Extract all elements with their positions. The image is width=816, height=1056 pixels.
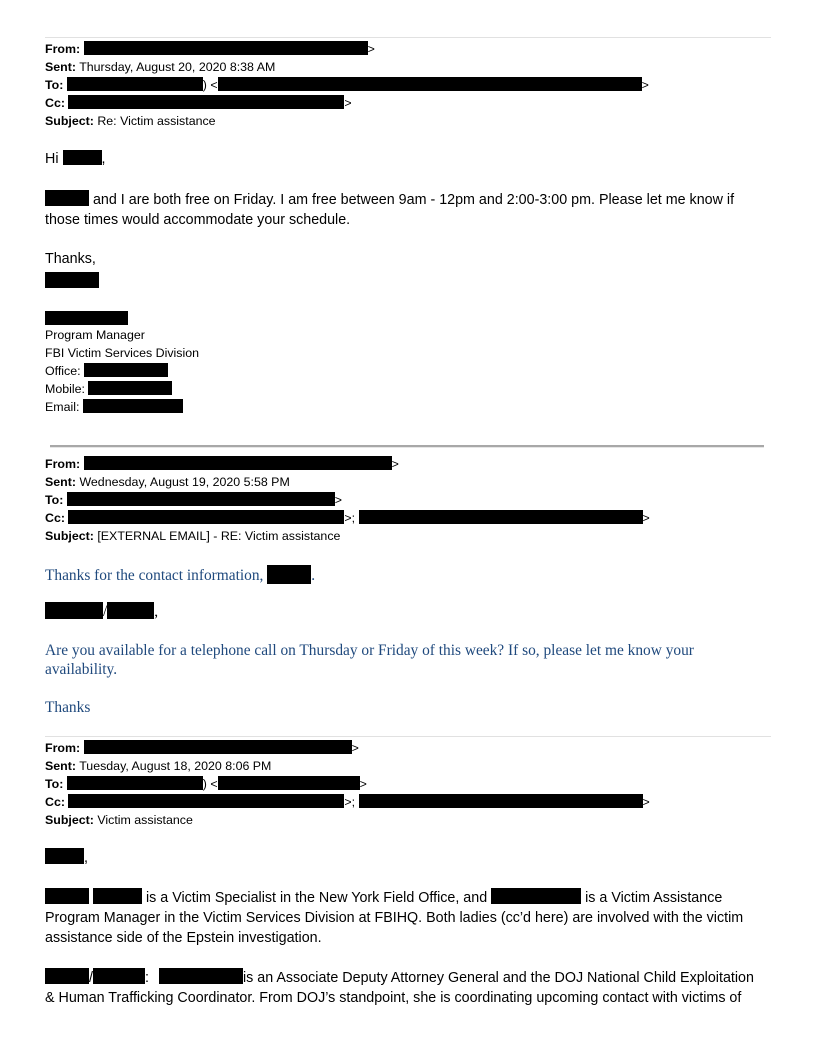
redacted-block: [84, 456, 392, 470]
redacted-block: [45, 602, 103, 619]
header-divider: [45, 37, 771, 38]
redacted-block: [107, 602, 154, 619]
email2-to-line: To: >: [45, 493, 343, 507]
redacted-block: [83, 399, 183, 413]
sent-label: Sent:: [45, 759, 76, 773]
redacted-block: [359, 510, 643, 524]
email1-body-line1: [45, 190, 734, 210]
email3-para2-line2: & Human Trafficking Coordinator. From DOJ’s standpoint, she is coordinating upcoming contact with victims of: [45, 990, 742, 1006]
email3-para2-line1: [45, 968, 754, 988]
email1-body-line2: [45, 210, 350, 230]
email3-to-line: To: ) < >: [45, 777, 367, 791]
redacted-block: [93, 888, 142, 904]
cc-label: Cc:: [45, 511, 65, 525]
redacted-block: [68, 794, 344, 808]
to-label: To:: [45, 78, 64, 92]
redacted-block: [45, 190, 89, 206]
redacted-block: [67, 492, 335, 506]
redacted-block: [359, 794, 643, 808]
redacted-block: [45, 968, 89, 984]
email2-sent-line: [45, 473, 290, 491]
subject-label: Subject:: [45, 813, 94, 827]
body-text: and I are both free on Friday. I am free between 9am - 12pm and 2:00-3:00 pm. Please let me know if: [92, 192, 735, 208]
email2-closing: Thanks: [45, 699, 91, 716]
redacted-block: [84, 740, 352, 754]
email3-greeting: [45, 848, 88, 868]
body-text: is a Victim Assistance: [585, 890, 723, 906]
sent-label: Sent:: [45, 475, 76, 489]
subject-value: Re: Victim assistance: [97, 114, 216, 128]
separator: /: [89, 970, 93, 986]
email2-body-line2: Are you available for a telephone call on Thursday or Friday of this week? If so, please let me know your: [45, 642, 694, 659]
redacted-block: [267, 565, 311, 584]
email2-from-line: From: >: [45, 457, 399, 471]
signature-division: FBI Victim Services Division: [45, 346, 199, 360]
redacted-block: [93, 968, 145, 984]
cc-label: Cc:: [45, 96, 65, 110]
email3-para1-line3: assistance side of the Epstein investigation.: [45, 930, 322, 946]
email2-subject-line: [45, 527, 340, 545]
to-label: To:: [45, 493, 64, 507]
closing-text: Thanks,: [45, 251, 96, 267]
sent-label: Sent:: [45, 60, 76, 74]
body-text: is an Associate Deputy Attorney General and the DOJ National Child Exploitation: [242, 970, 754, 986]
message-separator: [50, 445, 764, 448]
redacted-block: [491, 888, 581, 904]
email1-cc-line: Cc: >: [45, 96, 352, 110]
email1-from-line: From: >: [45, 42, 375, 56]
sent-value: Tuesday, August 18, 2020 8:06 PM: [79, 759, 272, 773]
email3-para1-line1: [45, 888, 722, 908]
email3-sent-line: [45, 757, 271, 775]
redacted-block: [159, 968, 243, 984]
signature-email: [45, 398, 183, 416]
redacted-signature-name: [45, 272, 99, 288]
redacted-block: [63, 150, 102, 165]
greeting-punctuation: ,: [101, 151, 106, 167]
subject-label: Subject:: [45, 529, 94, 543]
to-label: To:: [45, 777, 64, 791]
office-label: Office:: [45, 364, 81, 378]
email3-subject-line: [45, 811, 193, 829]
body-text: those times would accommodate your schedule.: [45, 212, 351, 228]
signature-office: [45, 362, 168, 380]
email2-body-line1: Thanks for the contact information, .: [45, 567, 316, 584]
redacted-block: [218, 776, 360, 790]
greeting-text: Hi: [45, 151, 59, 167]
redacted-block: [68, 95, 344, 109]
redacted-block: [67, 77, 203, 91]
redacted-block: [68, 510, 344, 524]
redacted-signature-fullname: [45, 311, 128, 325]
email2-body-line3: availability.: [45, 661, 118, 678]
body-text: Thanks for the contact information,: [45, 567, 264, 584]
from-label: From:: [45, 457, 81, 471]
email3-para1-line2: Program Manager in the Victim Services Division at FBIHQ. Both ladies (cc’d here) are involved with the victim: [45, 910, 744, 926]
sent-value: Wednesday, August 19, 2020 5:58 PM: [79, 475, 290, 489]
email1-subject-line: [45, 112, 216, 130]
email1-closing: [45, 249, 96, 269]
email1-sent-line: [45, 58, 275, 76]
redacted-block: [45, 888, 89, 904]
greeting-punctuation: ,: [154, 603, 159, 620]
subject-value: [EXTERNAL EMAIL] - RE: Victim assistance: [97, 529, 341, 543]
email3-cc-line: Cc: >; >: [45, 795, 650, 809]
redacted-block: [88, 381, 172, 395]
email-label: Email:: [45, 400, 80, 414]
from-label: From:: [45, 42, 81, 56]
redacted-block: [218, 77, 642, 91]
email2-cc-line: Cc: >; >: [45, 511, 650, 525]
from-label: From:: [45, 741, 81, 755]
signature-title: Program Manager: [45, 328, 145, 342]
greeting-punctuation: ,: [84, 850, 88, 866]
separator: :: [144, 970, 149, 986]
body-text: is a Victim Specialist in the New York Field Office, and: [145, 890, 488, 906]
subject-label: Subject:: [45, 114, 94, 128]
redacted-block: [84, 41, 368, 55]
redacted-block: [67, 776, 203, 790]
signature-mobile: [45, 380, 172, 398]
redacted-block: [84, 363, 168, 377]
greeting-separator: /: [103, 603, 108, 620]
subject-value: Victim assistance: [97, 813, 193, 827]
header-divider: [45, 736, 771, 737]
cc-label: Cc:: [45, 795, 65, 809]
mobile-label: Mobile:: [45, 382, 85, 396]
sent-value: Thursday, August 20, 2020 8:38 AM: [79, 60, 276, 74]
email1-greeting: [45, 149, 105, 169]
email1-to-line: To: ) < >: [45, 78, 649, 92]
email2-greeting: [45, 602, 158, 622]
email3-from-line: From: >: [45, 741, 359, 755]
redacted-block: [45, 848, 84, 864]
